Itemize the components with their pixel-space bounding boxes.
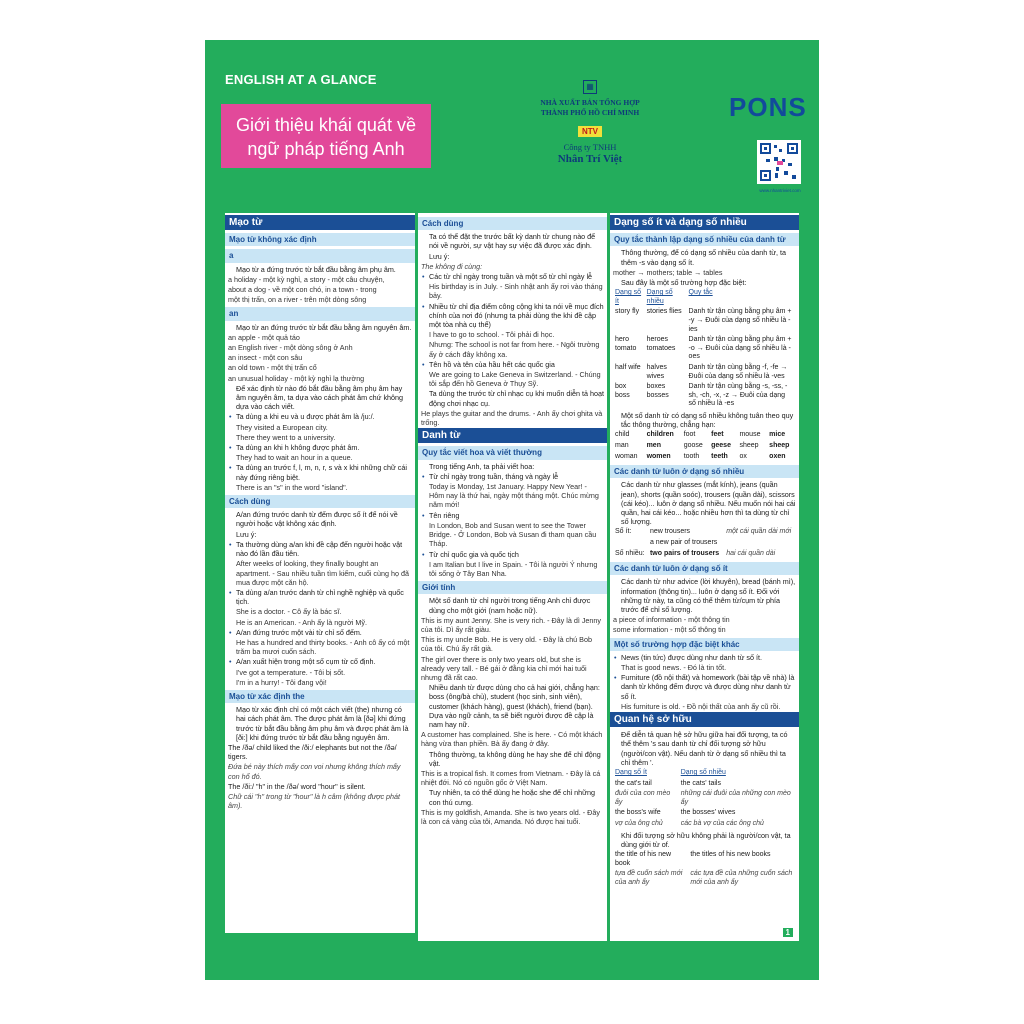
table-row (613, 527, 796, 538)
note-label: Lưu ý: (429, 251, 450, 261)
example: an old town - một thị trấn cổ (228, 363, 317, 373)
table-row (613, 382, 796, 410)
table-header: Dạng số nhiều (646, 289, 673, 305)
table-cell: ox (739, 452, 747, 460)
example: They had to wait an hour in a queue. (236, 453, 353, 463)
note-text: The không đi cùng: (421, 261, 483, 271)
table-cell: Danh từ tận cùng bằng -f, -fe → Đuôi của dạng số nhiều là -ves (688, 363, 788, 380)
paragraph: Một số danh từ có dạng số nhiều không tuân theo quy tắc thông thường, chẳng hạn: (621, 410, 794, 430)
page-title (221, 104, 431, 168)
table-row (613, 779, 796, 790)
table-cell: the cats' tails (680, 779, 721, 787)
bullet: • Ta dùng a/an trước danh từ chỉ nghề nghiệp và quốc tịch. (228, 588, 412, 606)
table-cell: Danh từ tận cùng bằng phụ âm + -y → Đuôi của dạng số nhiều là -ies (688, 308, 792, 333)
bullet: • A/an đứng trước một vài từ chỉ số đếm. (228, 628, 412, 637)
note-label: Lưu ý: (236, 529, 257, 539)
example: about a dog - về một con chó, in a town - trong (228, 285, 377, 295)
trousers-table (613, 527, 796, 559)
table-cell: foot (683, 431, 696, 439)
tag-an: an (225, 307, 415, 320)
section-heading: Quan hệ sở hữu (610, 712, 799, 727)
table-cell: feet (711, 431, 724, 439)
paragraph: Để diễn tả quan hệ sở hữu giữa hai đối tượng, ta có thể thêm 's sau danh từ chỉ đối tượng sở hữu (người/con vật). Nếu danh từ ở dạng số nhiều thì ta chỉ thêm '. (621, 730, 788, 767)
paragraph: Tuy nhiên, ta có thể dùng he hoặc she để chỉ những con thú cưng. (429, 788, 595, 807)
table-cell: the titles of his new books (690, 850, 771, 858)
example: They visited a European city. (236, 422, 328, 432)
table-cell: a new pair of trousers (649, 538, 718, 546)
bullet: • Ta dùng a khi eu và u được phát âm là /ju:/. (228, 412, 412, 421)
table-cell: half wife (615, 363, 641, 371)
irregular-plurals-table (613, 430, 796, 462)
table-cell: box boss (615, 383, 630, 399)
paragraph: Ta dùng the trước từ chỉ nhạc cụ khi muốn diễn tả hoạt động chơi nhạc cụ. (429, 389, 604, 408)
company-line: Công ty TNHH (563, 142, 617, 152)
example: His birthday is in July. - Sinh nhật anh ấy rơi vào tháng bảy. (429, 282, 603, 301)
example: There is an "s" in the word "island". (236, 482, 348, 492)
column-nouns (418, 213, 607, 941)
section-heading: Dạng số ít và dạng số nhiều (610, 215, 799, 230)
example: This is my aunt Jenny. She is very rich. - Đây là dì Jenny của tôi. Dì ấy rất giàu. (421, 615, 602, 634)
translation: Đứa bé này thích mấy con voi nhưng không thích mấy con hổ đó. (228, 762, 401, 781)
table-cell: goose (683, 441, 703, 449)
bullet: • Từ chỉ quốc gia và quốc tịch (421, 550, 604, 559)
example: an insect - một con sâu (228, 353, 303, 363)
section-heading: Mạo từ (225, 215, 415, 230)
table-cell: Số ít: (615, 528, 632, 536)
title-line-2: ngữ pháp tiếng Anh (247, 139, 405, 159)
table-cell: the bosses' wives (680, 809, 736, 817)
plural-rules-table (613, 288, 796, 410)
table-header: Dạng số ít (615, 289, 642, 305)
table-cell: oxen (769, 452, 786, 460)
example: That is good news. - Đó là tin tốt. (621, 662, 727, 672)
series-title: ENGLISH AT A GLANCE (225, 72, 377, 87)
section-heading: Danh từ (418, 428, 607, 443)
example: This is my goldfish, Amanda. She is two years old. - Đây là con cá vàng của tôi, Amanda. Nó được hai tuổi. (421, 807, 600, 826)
bullet: • Các từ chỉ ngày trong tuần và một số từ chỉ ngày lễ (421, 272, 604, 281)
brand-logo: PONS (729, 92, 807, 122)
table-cell: stories flies (646, 308, 682, 316)
table-cell: mice (769, 431, 786, 439)
table-cell: vợ của ông chủ (615, 819, 663, 827)
table-cell: geese (711, 441, 731, 449)
table-cell: woman (615, 452, 638, 460)
subheading: Các danh từ luôn ở dạng số ít (610, 562, 799, 575)
example: some information - một số thông tin (613, 625, 726, 635)
table-row (613, 363, 796, 382)
table-cell: các tựa đề của những cuốn sách mới của anh ấy (690, 870, 793, 886)
column-plurals (610, 213, 799, 941)
table-cell: children (646, 431, 674, 439)
table-header: Dạng số nhiều (680, 768, 726, 776)
subheading: Mạo từ không xác định (225, 233, 415, 246)
paragraph: Để xác định từ nào đó bắt đầu bằng âm phụ âm hay âm nguyên âm, ta dựa vào cách phát âm chứ không dựa vào cách viết. (236, 383, 404, 412)
example: After weeks of looking, they finally bought an apartment. - Sau nhiều tuần tìm kiếm, cuối cùng họ đã mua được một căn hộ. (236, 559, 409, 587)
subheading: Mạo từ xác định the (225, 690, 415, 703)
qr-caption: www.nhantriviet.com (759, 188, 801, 193)
example: In London, Bob and Susan went to see the Tower Bridge. - Ở London, Bob và Susan đi tham quan cầu Tháp. (429, 520, 597, 549)
paragraph: Một số danh từ chỉ người trong tiếng Anh chỉ được dùng cho một giới (nam hoặc nữ). (429, 596, 591, 615)
example: The /ði:/ "h" in the /ðə/ word "hour" is silent. (228, 781, 366, 791)
tag-a: a (225, 249, 415, 262)
example: an apple - một quả táo (228, 332, 300, 342)
poster-sheet (205, 40, 819, 980)
subheading: Giới tính (418, 581, 607, 594)
title-line-1: Giới thiệu khái quát về (236, 115, 416, 135)
table-cell: các bà vợ của các ông chủ (680, 819, 764, 827)
possessive-table (613, 768, 796, 830)
publisher-logo-icon: ▦ (583, 80, 597, 94)
table-cell: Danh từ tận cùng bằng -s, -ss, -sh, -ch, -x, -z → Đuôi của dạng số nhiều là -es (688, 383, 788, 408)
table-row (613, 850, 796, 869)
table-cell: đuôi của con mèo ấy (615, 790, 671, 806)
paragraph: Trong tiếng Anh, ta phải viết hoa: (429, 461, 535, 471)
paragraph: Sau đây là một số trường hợp đặc biệt: (621, 278, 747, 288)
table-cell: những cái đuôi của những con mèo ấy (680, 790, 791, 806)
example: a holiday - một kỳ nghỉ, a story - một câu chuyện, (228, 274, 385, 284)
publisher-block (525, 80, 655, 165)
paragraph: Thông thường, để có dạng số nhiều của danh từ, ta thêm -s vào dạng số ít. (621, 248, 786, 267)
table-cell: Số nhiều: (615, 549, 645, 557)
table-header: Quy tắc (688, 289, 713, 297)
subheading: Cách dùng (418, 217, 607, 230)
paragraph: Nhiều danh từ được dùng cho cả hai giới, chẳng hạn: boss (ông/bà chủ), student (học sinh, sinh viên), customer (khách hàng), guest (khách), friend (bạn). Dựa vào ngữ cảnh, ta sẽ biết người được đề cập là nam hay nữ. (429, 683, 600, 729)
example: mother → mothers; table → tables (613, 267, 723, 277)
company-name: Nhân Trí Việt (557, 153, 623, 165)
example: The /ðə/ child liked the /ði:/ elephants but not the /ðə/ tigers. (228, 742, 397, 762)
table-cell: tooth (683, 452, 700, 460)
example: She is a doctor. - Cô ấy là bác sĩ. (236, 607, 342, 617)
table-cell: two pairs of trousers (649, 549, 720, 557)
table-row (613, 307, 796, 335)
table-cell: tựa đề cuốn sách mới của anh ấy (615, 870, 683, 886)
example: an unusual holiday - một kỳ nghỉ lạ thường (228, 373, 365, 383)
subheading: Một số trường hợp đặc biệt khác (610, 638, 799, 651)
example: A customer has complained. She is here. - Có một khách hàng vừa than phiền. Bà ấy đang ở đây. (421, 730, 603, 749)
table-cell: story fly (615, 308, 640, 316)
table-cell: sheep (739, 441, 759, 449)
example: This is my uncle Bob. He is very old. - Đây là chú Bob của tôi. Chú ấy rất già. (421, 635, 592, 654)
bullet: • Nhiều từ chỉ địa điểm công cộng khi ta nói về mục đích chính của nơi đó (nhưng ta phải dùng the khi đề cập một tòa nhà cụ thể) (421, 302, 604, 330)
publisher-line-2: THÀNH PHỐ HỒ CHÍ MINH (540, 108, 640, 117)
table-cell: the boss's wife (615, 809, 661, 817)
example: He is an American. - Anh ấy là người Mỹ. (236, 617, 367, 627)
example: một thị trấn, on a river - trên một dòng sông (228, 295, 367, 305)
table-cell: men (646, 441, 661, 449)
example: His furniture is old. - Đồ nội thất của anh ấy cũ rồi. (621, 701, 781, 711)
example: He plays the guitar and the drums. - Anh ấy chơi ghita và trống. (421, 408, 603, 428)
table-cell: Danh từ tận cùng bằng phụ âm + -o → Đuôi của dạng số nhiều là -oes (688, 336, 792, 361)
table-cell: hai cái quần dài (726, 549, 776, 557)
table-cell: mouse (739, 431, 761, 439)
translation: Chữ cái "h" trong từ "hour" là h câm (không được phát âm). (228, 791, 401, 811)
table-cell: new trousers (649, 528, 691, 536)
table-cell: women (646, 452, 671, 460)
table-cell: sheep (769, 441, 790, 449)
table-cell: boxes bosses (646, 383, 669, 399)
table-row (613, 441, 796, 452)
table-cell: the cat's tail (615, 779, 652, 787)
table-cell: một cái quần dài mới (726, 528, 792, 536)
table-row (613, 808, 796, 819)
table-cell: man (615, 441, 629, 449)
publisher-line-1: NHÀ XUẤT BẢN TỔNG HỢP (540, 98, 640, 107)
example: We are going to Lake Geneva in Switzerland. - Chúng tôi sắp đến hồ Geneva ở Thụy Sỹ. (429, 370, 601, 389)
bullet: • Ta dùng an trước f, l, m, n, r, s và x khi những chữ cái này đứng riêng biệt. (228, 463, 412, 481)
paragraph: Mạo từ a đứng trước từ bắt đầu bằng âm phụ âm. (236, 264, 396, 274)
table-header: Dạng số ít (615, 768, 647, 776)
example: I have to go to school. - Tôi phải đi học. (429, 330, 555, 340)
subheading: Quy tắc thành lập dạng số nhiều của danh từ (610, 233, 799, 246)
example: He has a hundred and thirty books. - Anh cô ấy có một trăm ba mươi cuốn sách. (236, 637, 410, 657)
example: a piece of information - một thông tin (613, 615, 730, 625)
paragraph: Mạo từ an đứng trước từ bắt đầu bằng âm nguyên âm. (236, 322, 412, 332)
example: The girl over there is only two years old, but she is already very tall. - Bé gái ở đằng kia chỉ mới hai tuổi nhưng đã rất cao. (421, 654, 587, 682)
table-row (613, 430, 796, 441)
table-cell: halves wives (646, 363, 667, 380)
table-row (613, 819, 796, 830)
subheading: Quy tắc viết hoa và viết thường (418, 446, 607, 459)
example: There they went to a university. (236, 432, 336, 442)
bullet: • Tên riêng (421, 511, 604, 520)
paragraph: Thông thường, ta không dùng he hay she để chỉ động vật. (429, 749, 601, 768)
bullet: • Từ chỉ ngày trong tuần, tháng và ngày lễ (421, 472, 604, 481)
example: This is a tropical fish. It comes from Vietnam. - Đây là cá nhiệt đới. Nó có nguồn gốc ở Việt Nam. (421, 768, 601, 788)
bullet: • Furniture (đồ nội thất) và homework (bài tập về nhà) là danh từ không đếm được và được dùng như danh từ số ít. (613, 673, 796, 701)
bullet: • News (tin tức) được dùng như danh từ số ít. (613, 653, 796, 662)
paragraph: Mạo từ xác định chỉ có một cách viết (the) nhưng có hai cách phát âm. The được phát âm là [ðə] khi đứng trước từ bắt đầu bằng âm phụ âm và được phát âm là [ði:] khi đứng trước từ bắt đầu bằng nguyên âm. (236, 705, 409, 742)
table-cell: the title of his new book (615, 850, 672, 867)
example: I am Italian but I live in Spain. - Tôi là người Ý nhưng tôi sống ở Tây Ban Nha. (429, 559, 598, 578)
bullet: • A/an xuất hiện trong một số cụm từ cố định. (228, 657, 412, 666)
example: an English river - một dòng sông ở Anh (228, 343, 353, 353)
example: I've got a temperature. - Tôi bị sốt. (236, 667, 346, 677)
column-articles (225, 213, 415, 933)
table-cell: hero tomato (615, 336, 637, 352)
example: I'm in a hurry! - Tôi đang vội! (236, 677, 327, 687)
table-row (613, 335, 796, 363)
qr-code-icon (757, 140, 801, 184)
table-row (613, 789, 796, 808)
bullet: • Tên hồ và tên của hầu hết các quốc gia (421, 360, 604, 369)
table-cell: child (615, 431, 630, 439)
bullet: • Ta thường dùng a/an khi đề cập đến người hoặc vật nào đó lần đầu tiên. (228, 540, 412, 558)
subheading: Cách dùng (225, 495, 415, 508)
table-cell: teeth (711, 452, 728, 460)
paragraph: A/an đứng trước danh từ đếm được số ít để nói về người hoặc vật không xác định. (236, 510, 398, 529)
example: Nhưng: The school is not far from here. - Ngôi trường ấy ở cách đây không xa. (429, 340, 600, 359)
paragraph: Các danh từ như glasses (mắt kính), jeans (quần jean), shorts (quần soóc), trousers (quần dài), scissors (cái kéo)... luôn ở dạng số nhiều. Nếu muốn nói hai cái quần, hai cái kéo... hoặc nhiều hơn thì ta dùng từ chỉ số lượng. (621, 480, 796, 527)
ntv-badge: NTV (578, 126, 602, 137)
table-row (613, 869, 796, 888)
paragraph: Các danh từ như advice (lời khuyên), bread (bánh mì), information (thông tin)... luôn ở dạng số ít. Đối với những từ này, ta cũng có thể thêm từ/cụm từ phía trước để chỉ số lượng. (621, 577, 796, 614)
paragraph: Khi đối tượng sở hữu không phải là người/con vật, ta dùng giới từ of. (621, 830, 791, 849)
table-row (613, 452, 796, 463)
table-cell: heroes tomatoes (646, 336, 676, 352)
bullet: • Ta dùng an khi h không được phát âm. (228, 443, 412, 452)
example: Today is Monday, 1st January. Happy New Year! - Hôm nay là thứ hai, ngày một tháng một. Chúc mừng năm mới! (429, 482, 599, 510)
possessive-of-table (613, 850, 796, 888)
subheading: Các danh từ luôn ở dạng số nhiều (610, 465, 799, 478)
table-row (613, 549, 796, 560)
page-number: 1 (783, 928, 793, 937)
paragraph: Ta có thể đặt the trước bất kỳ danh từ chung nào để nói về người, sự vật hay sự việc đã được xác định. (429, 232, 596, 251)
